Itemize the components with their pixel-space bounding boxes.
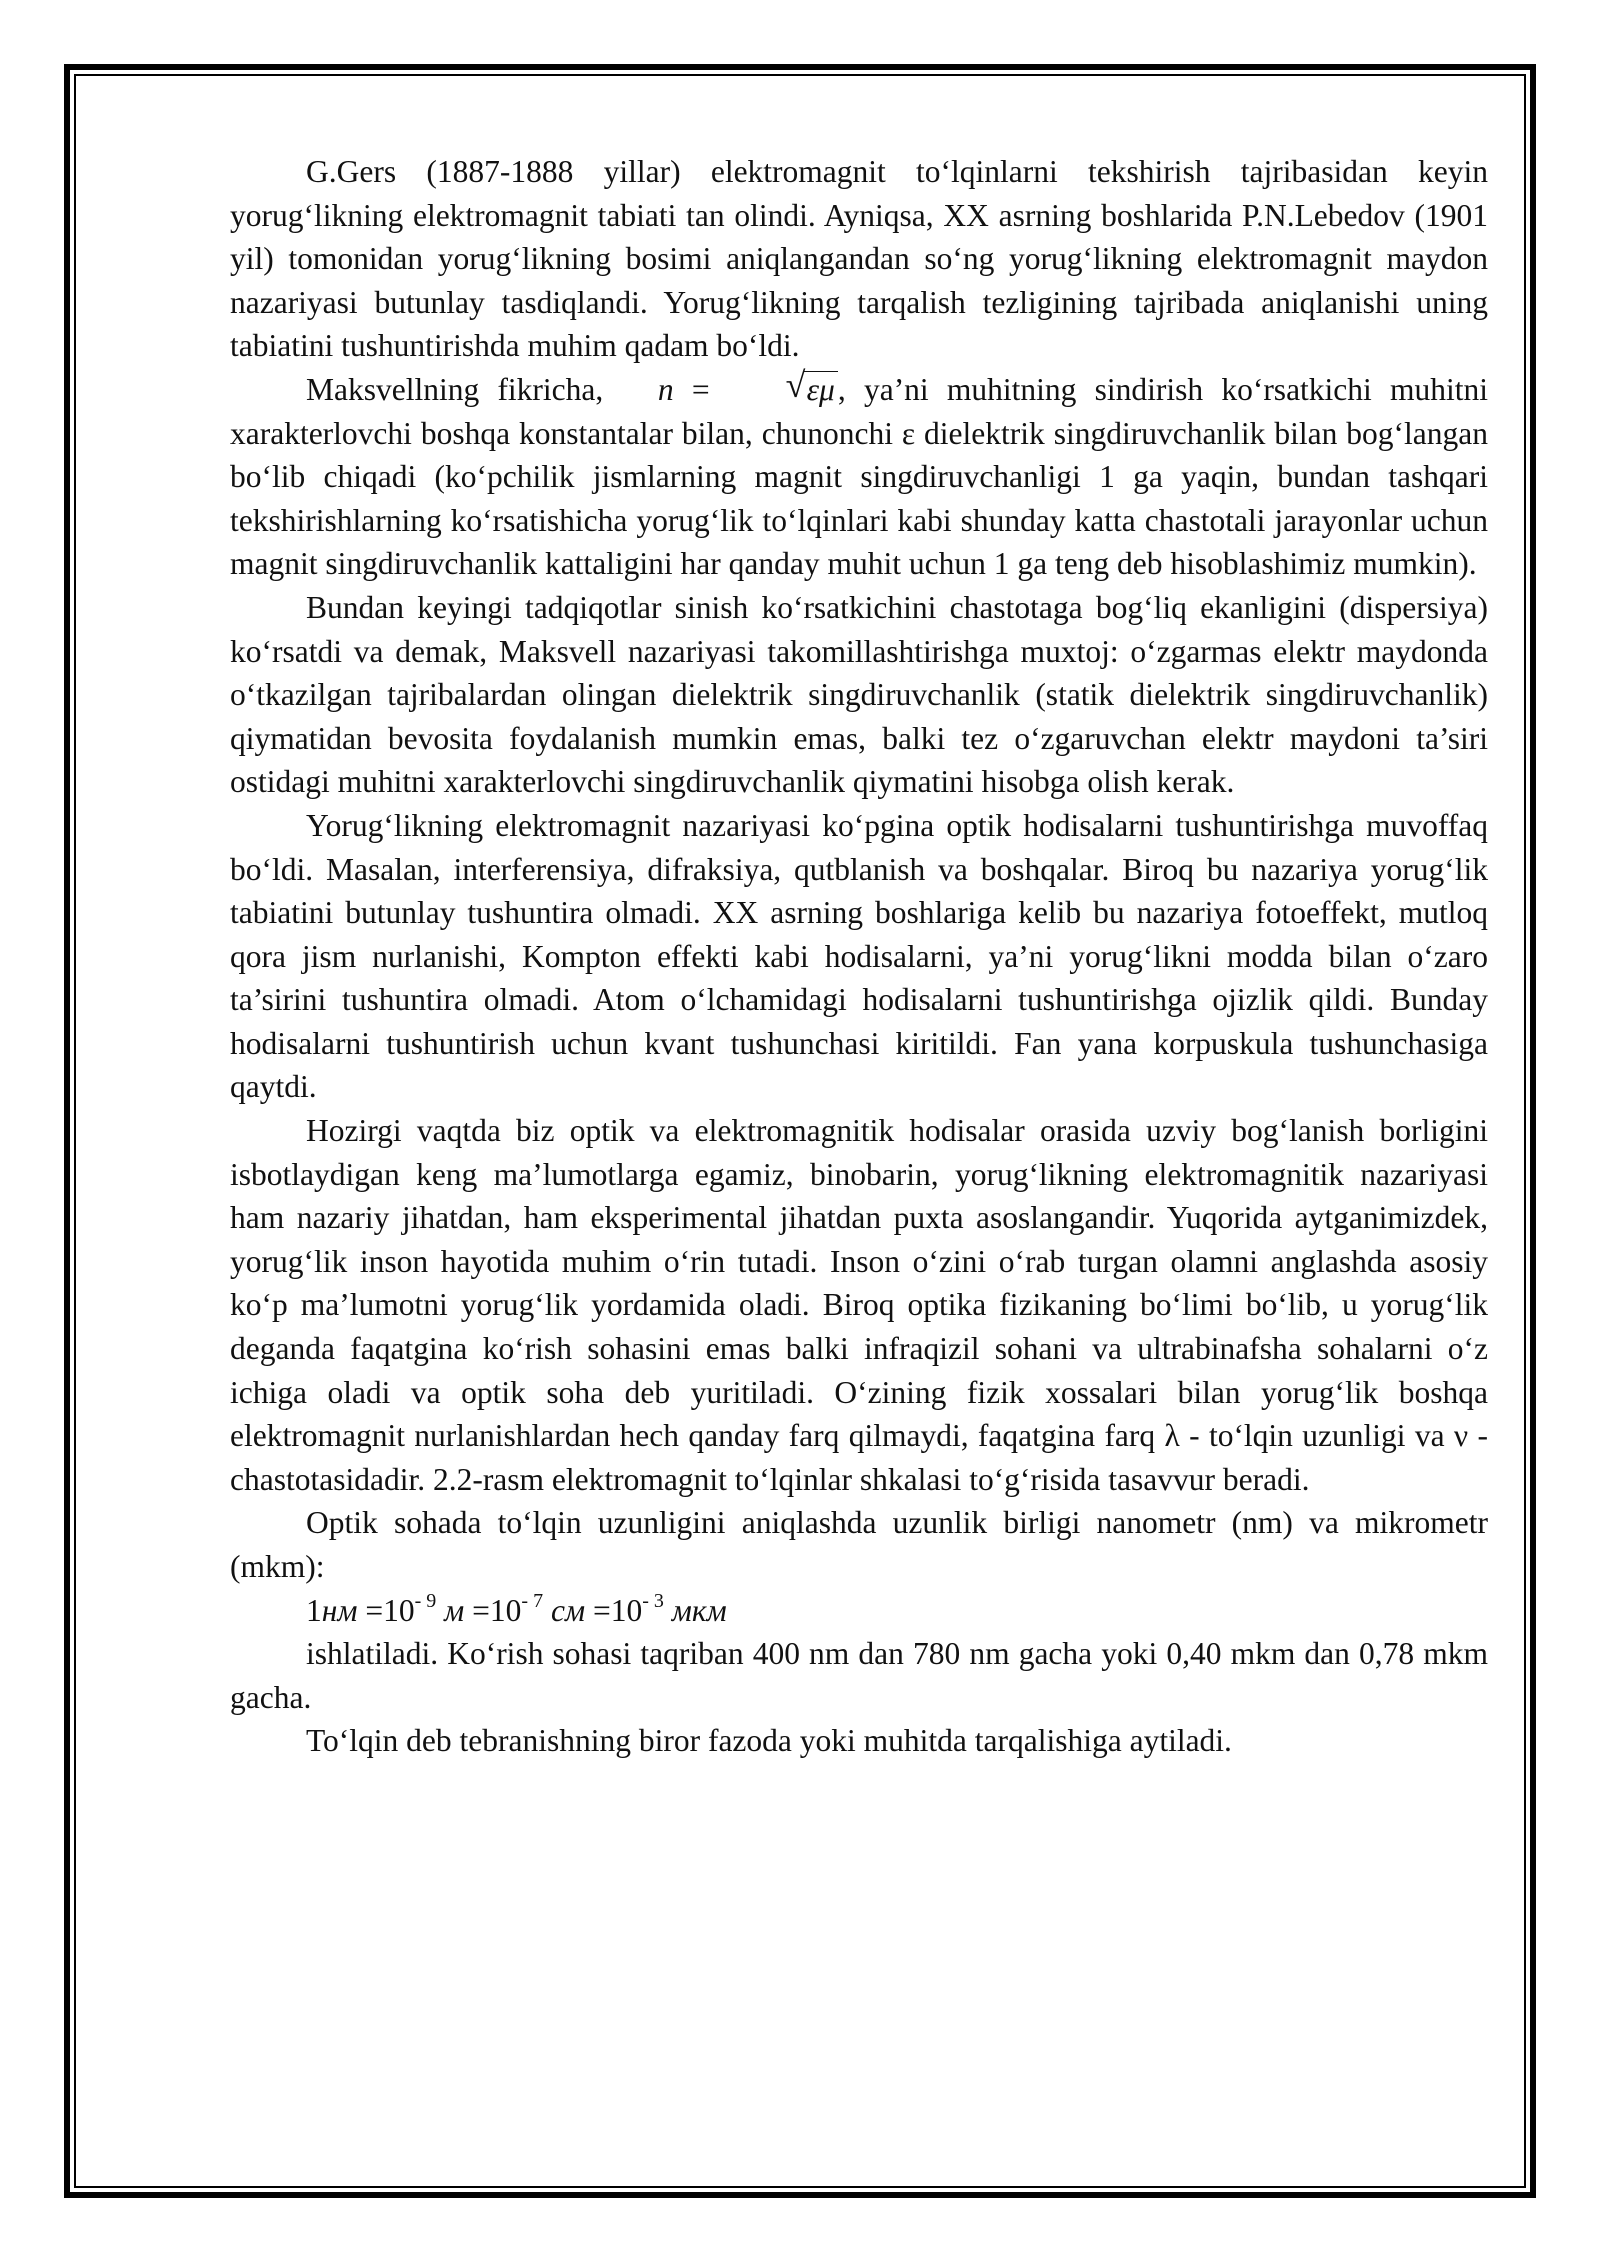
paragraph-units: Optik sohada to‘lqin uzunligini aniqlashda uzunlik birligi nanometr (nm) va mikrometr (mkm):: [230, 1505, 1488, 1584]
paragraph-present-time: Hozirgi vaqtda biz optik va elektromagnitik hodisalar orasida uzviy bog‘lanish borligini isbotlaydigan keng ma’lumotlarga egamiz, binobarin, yorug‘likning elektromagnitik nazariyasi ham nazariy jihatdan, ham eksperimental jihatdan puxta asoslangandir. Yuqorida aytganimizdek, yorug‘lik inson hayotida muhim o‘rin tutadi. Inson o‘zini o‘rab turgan olamni anglashda asosiy ko‘p ma’lumotni yorug‘lik yordamida oladi. Biroq optika fizikaning bo‘limi bo‘lib, u yorug‘lik deganda faqatgina ko‘rish sohasini emas balki infraqizil sohani va ultrabinafsha sohalarni o‘z ichiga oladi va optik soha deb yuritiladi. O‘zining fizik xossalari bilan yorug‘lik boshqa elektromagnit nurlanishlardan hech qanday farq qilmaydi, faqatgina farq λ - to‘lqin uzunligi va ν - chastotasidadir. 2.2-rasm elektromagnit to‘lqinlar shkalasi to‘g‘risida tasavvur beradi.: [230, 1113, 1488, 1497]
formula-eq-2: =10: [464, 1592, 522, 1628]
formula-eq-3: =10: [585, 1592, 643, 1628]
exponent-3: - 3: [642, 1589, 664, 1612]
formula-radicand: εμ: [804, 371, 838, 407]
unit-m: м: [444, 1592, 465, 1628]
paragraph-visible-range: ishlatiladi. Ko‘rish sohasi taqriban 400 nm dan 780 nm gacha yoki 0,40 mkm dan 0,78 mkm gacha.: [230, 1636, 1488, 1715]
formula-equals: =: [673, 371, 710, 407]
paragraph-dispersion: Bundan keyingi tadqiqotlar sinish ko‘rsatkichini chastotaga bog‘liq ekanligini (dispersiya) ko‘rsatdi va demak, Maksvell nazariyasi takomillashtirishga muxtoj: o‘zgarmas elektr maydonda o‘tkazilgan tajribalardan olingan dielektrik singdiruvchanlik (statik dielektrik singdiruvchanlik) qiymatidan bevosita foydalanish mumkin emas, balki tez o‘zgaruvchan elektr maydoni ta’siri ostidagi muhitni xarakterlovchi singdiruvchanlik qiymatini hisobga olish kerak.: [230, 589, 1488, 800]
paragraph-maxwell-lead: Maksvellning fikricha,: [306, 371, 604, 407]
document-body: [230, 150, 1488, 1763]
unit-nm: нм: [321, 1592, 358, 1628]
unit-sm: см: [550, 1592, 586, 1628]
paragraph-em-theory: Yorug‘likning elektromagnit nazariyasi ko‘pgina optik hodisalarni tushuntirishga muvoffaq bo‘ldi. Masalan, interferensiya, difraksiya, qutblanish va boshqalar. Biroq bu nazariya yorug‘lik tabiatini butunlay tushuntira olmadi. XX asrning boshlariga kelib bu nazariya fotoeffekt, mutloq qora jism nurlanishi, Kompton effekti kabi hodisalarni, ya’ni yorug‘likni modda bilan o‘zaro ta’sirini tushuntira olmadi. Atom o‘lchamidagi hodisalarni tushuntirishga ojizlik qildi. Bunday hodisalarni tushuntirish uchun kvant tushunchasi kiritildi. Fan yana korpuskula tushunchasiga qaytdi.: [230, 807, 1488, 1105]
refractive-index-formula: [621, 364, 837, 407]
formula-eq-1: =10: [357, 1592, 415, 1628]
exponent-1: - 9: [414, 1589, 437, 1612]
exponent-2: - 7: [521, 1589, 544, 1612]
radical-sign: √: [785, 364, 806, 405]
paragraph-maxwell-rest: , ya’ni muhitning sindirish ko‘rsatkichi muhitni xarakterlovchi boshqa konstantalar bilan, chunonchi ε dielektrik singdiruvchanlik bilan bog‘langan bo‘lib chiqadi (ko‘pchilik jismlarning magnit singdiruvchanligi 1 ga yaqin, bundan tashqari tekshirishlarning ko‘rsatishicha yorug‘lik to‘lqinlari kabi shunday katta chastotali jarayonlar uchun magnit singdiruvchanlik kattaligini har qanday muhit uchun 1 ga teng deb hisoblashimiz mumkin).: [230, 371, 1489, 582]
paragraph-gers: G.Gers (1887-1888 yillar) elektromagnit to‘lqinlarni tekshirish tajribasidan keyin yorug‘likning elektromagnit tabiati tan olindi. Ayniqsa, XX asrning boshlarida P.N.Lebedov (1901 yil) tomonidan yorug‘likning bosimi aniqlangandan so‘ng yorug‘likning elektromagnit maydon nazariyasi butunlay tasdiqlandi. Yorug‘likning tarqalish tezligining tajribada aniqlanishi uning tabiatini tushuntirishda muhim qadam bo‘ldi.: [230, 154, 1488, 364]
square-root: [710, 364, 838, 412]
formula-one: 1: [306, 1592, 322, 1628]
unit-mkm: мкм: [671, 1592, 727, 1628]
formula-n: n: [657, 371, 674, 407]
paragraph-wave-definition: To‘lqin deb tebranishning biror fazoda yoki muhitda tarqalishiga aytiladi.: [306, 1723, 1232, 1759]
unit-conversion-formula: [230, 1589, 1488, 1633]
paragraph-maxwell: [230, 364, 1489, 586]
